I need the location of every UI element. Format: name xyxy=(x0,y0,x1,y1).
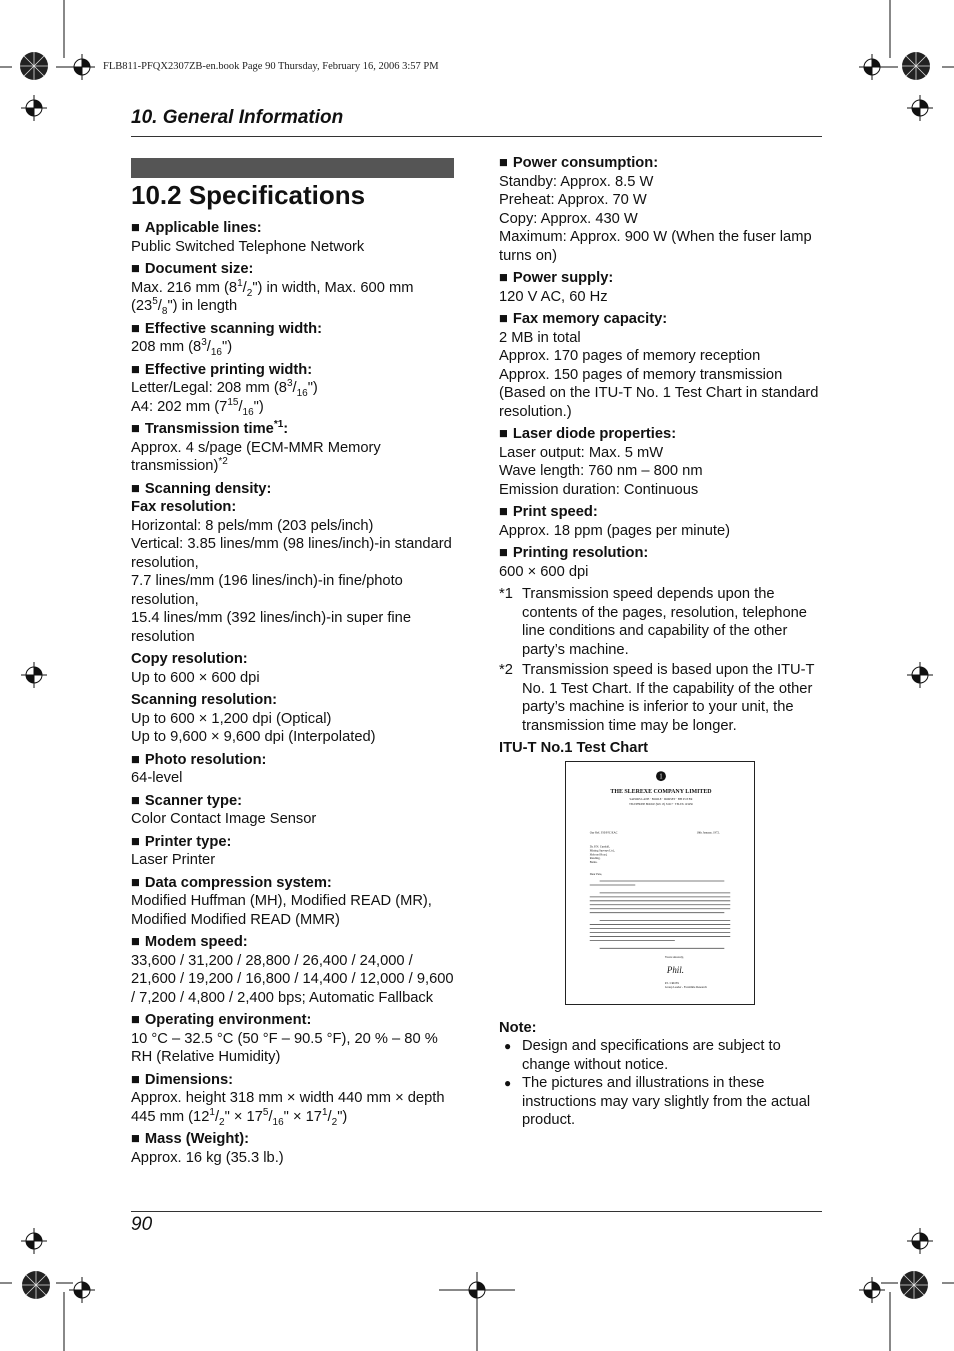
left-column xyxy=(131,219,461,1171)
spec-heading: ■ Effective scanning width: xyxy=(131,320,461,339)
print-slug: FLB811-PFQX2307ZB-en.book Page 90 Thursday, February 16, 2006 3:57 PM xyxy=(103,61,439,72)
spec-dimensions xyxy=(131,1071,461,1127)
spec-value: Maximum: Approx. 900 W (When the fuser lamp turns on) xyxy=(499,229,812,264)
spec-heading: ■ Transmission time$^{*1}$: xyxy=(131,420,461,439)
spec-heading: ■ Power supply: xyxy=(499,269,823,288)
note-text: Design and specifications are subject to change without notice. xyxy=(522,1038,781,1073)
spec-value: 120 V AC, 60 Hz xyxy=(499,288,608,305)
spec-photo-resolution xyxy=(131,751,461,788)
test-chart-company: THE SLEREXE COMPANY LIMITED xyxy=(610,788,712,795)
spec-heading: ■ Effective printing width: xyxy=(131,361,461,380)
spec-value: 2 MB in total xyxy=(499,329,581,346)
spec-value: 7.7 lines/mm (196 lines/inch)-in fine/photo resolution, xyxy=(131,573,403,608)
section-bar xyxy=(131,158,454,178)
spec-heading: ■ Laser diode properties: xyxy=(499,425,823,444)
page-number: 90 xyxy=(131,1214,153,1235)
spec-subheading: Scanning resolution: xyxy=(131,692,278,708)
spec-heading: ■ Data compression system: xyxy=(131,874,461,893)
spec-value: 15.4 lines/mm (392 lines/inch)-in super fine resolution xyxy=(131,610,412,645)
spec-value: Letter/Legal: 208 mm $(8^3/_{16}")$ xyxy=(131,378,318,399)
spec-heading: ■ Photo resolution: xyxy=(131,751,461,770)
spec-operating-environment xyxy=(131,1011,461,1067)
spec-subheading: Fax resolution: xyxy=(131,499,237,515)
spec-fax-memory xyxy=(499,310,823,421)
note-item xyxy=(499,1037,823,1074)
spec-value: Preheat: Approx. 70 W xyxy=(499,192,647,208)
test-chart-number: 1 xyxy=(659,773,663,781)
spec-scanning-density xyxy=(131,480,461,647)
spec-value: 208 mm $(8^3/_{16}")$ xyxy=(131,337,233,358)
spec-heading: ■ Scanning density: xyxy=(131,480,461,499)
spec-heading: ■ Print speed: xyxy=(499,503,823,522)
spec-value: Color Contact Image Sensor xyxy=(131,811,317,827)
spec-modem-speed xyxy=(131,933,461,1007)
spec-subheading: Copy resolution: xyxy=(131,651,248,667)
chapter-heading: 10. General Information xyxy=(131,107,344,128)
spec-effective-printing-width xyxy=(131,361,461,417)
spec-value: Laser Printer xyxy=(131,852,216,868)
footnote-text: Transmission speed is based upon the ITU-T No. 1 Test Chart. If the capability of the other party’s machine is inferior to your unit, the transmission time may be longer. xyxy=(522,662,815,734)
spec-value: Public Switched Telephone Network xyxy=(131,238,365,255)
spec-value: Max. 216 mm $(8^1/_2")$ in width, Max. 600 mm $(23^5/_8")$ in length xyxy=(131,277,414,317)
spec-copy-resolution xyxy=(131,650,461,687)
spec-heading: ■ Fax memory capacity: xyxy=(499,310,823,329)
spec-heading: ■ Applicable lines: xyxy=(131,219,461,238)
spec-heading: ■ Modem speed: xyxy=(131,933,461,952)
test-chart-sender-line: Group Leader - Facsimile Research xyxy=(664,984,707,989)
spec-value: Modified Huffman (MH), Modified READ (MR), Modified Modified READ (MMR) xyxy=(131,893,432,928)
test-chart-recipient-line: Mining Surveys Ltd., xyxy=(589,847,616,852)
footnote xyxy=(499,661,823,735)
spec-heading: ■ Printing resolution: xyxy=(499,544,823,563)
spec-value: Up to 600 × 600 dpi xyxy=(131,669,260,686)
test-chart-date: 18th January, 1972. xyxy=(696,830,720,835)
spec-laser-diode xyxy=(499,425,823,499)
spec-power-supply xyxy=(499,269,823,306)
spec-value: Standby: Approx. 8.5 W xyxy=(499,173,654,190)
footnote-mark: *2 xyxy=(499,662,513,678)
right-column xyxy=(499,154,823,1130)
note-text: The pictures and illustrations in these instructions may vary slightly from the actual product. xyxy=(522,1075,811,1128)
spec-value: Approx. 18 ppm (pages per minute) xyxy=(499,522,731,539)
spec-heading: ■ Printer type: xyxy=(131,833,461,852)
spec-scanner-type xyxy=(131,792,461,829)
spec-mass xyxy=(131,1130,461,1167)
spec-power-consumption xyxy=(499,154,823,265)
test-chart-closing: Yours sincerely, xyxy=(664,954,684,959)
itu-test-chart-image xyxy=(565,761,755,1005)
spec-heading: ■ Mass (Weight): xyxy=(131,1130,461,1149)
footnote xyxy=(499,585,823,659)
footer-rule xyxy=(131,1211,822,1212)
note-heading: Note: xyxy=(499,1019,537,1036)
spec-value: (Based on the ITU-T No. 1 Test Chart in standard resolution.) xyxy=(499,385,819,420)
spec-heading: ■ Document size: xyxy=(131,260,461,279)
spec-data-compression xyxy=(131,874,461,930)
spec-value: Approx. 4 s/page (ECM-MMR Memory transmission)$^{*2}$ xyxy=(131,439,381,474)
spec-value: Up to 9,600 × 9,600 dpi (Interpolated) xyxy=(131,729,376,745)
test-chart-recipient-line: Dr. P.N. Cundall, xyxy=(589,843,610,848)
spec-value: Approx. 170 pages of memory reception xyxy=(499,348,761,364)
spec-value: Copy: Approx. 430 W xyxy=(499,210,638,227)
spec-value: Wave length: 760 nm – 800 nm xyxy=(499,463,703,479)
footnote-text: Transmission speed depends upon the contents of the pages, resolution, telephone line conditions and capability of the other party’s machine. xyxy=(522,586,807,658)
test-chart-recipient-line: Holroyd Road, xyxy=(589,851,608,856)
spec-printer-type xyxy=(131,833,461,870)
spec-value: Vertical: 3.85 lines/mm (98 lines/inch)-in standard resolution, xyxy=(131,536,452,571)
test-chart-telephone: TELEPHONE BOOLE (945 13) 51617 · TELEX 123456 xyxy=(629,802,693,806)
spec-value: Up to 600 × 1,200 dpi (Optical) xyxy=(131,710,332,727)
spec-effective-scanning-width xyxy=(131,320,461,357)
spec-scanning-resolution xyxy=(131,691,461,747)
bullet-icon: ● xyxy=(504,1039,512,1053)
spec-value: 600 × 600 dpi xyxy=(499,563,589,580)
spec-applicable-lines xyxy=(131,219,461,256)
header-rule xyxy=(131,136,822,137)
spec-heading: ■ Scanner type: xyxy=(131,792,461,811)
spec-value: Laser output: Max. 5 mW xyxy=(499,444,664,461)
bullet-icon: ● xyxy=(504,1076,512,1090)
test-chart-body-text xyxy=(590,881,731,948)
spec-heading: ■ Operating environment: xyxy=(131,1011,461,1030)
spec-value: Approx. 16 kg (35.3 lb.) xyxy=(131,1149,284,1166)
spec-value: Approx. height 318 mm × width 440 mm × depth 445 mm ($12^1/_2$" × $17^5/_{16}$" × $17^1/_2$") xyxy=(131,1090,445,1128)
spec-value: Horizontal: 8 pels/mm (203 pels/inch) xyxy=(131,517,374,534)
test-chart-salutation: Dear Pete, xyxy=(589,871,603,876)
spec-value: A4: 202 mm $(7^{15}/_{16}")$ xyxy=(131,396,264,418)
spec-value: 33,600 / 31,200 / 28,800 / 26,400 / 24,000 / 21,600 / 19,200 / 16,800 / 14,400 / 12,000 / 9,600 / 7,200 / 4,800 / 2,400 bps; Automatic Fallback xyxy=(131,952,454,1006)
spec-heading: ■ Dimensions: xyxy=(131,1071,461,1090)
spec-value: 10 °C – 32.5 °C (50 °F – 90.5 °F), 20 % – 80 % RH (Relative Humidity) xyxy=(131,1030,438,1065)
test-chart-sender-line: P.J. CROSS xyxy=(664,980,679,985)
spec-heading: ■ Power consumption: xyxy=(499,154,823,173)
test-chart-recipient-line: Reading, xyxy=(589,855,601,860)
test-chart-signature: Phil. xyxy=(666,964,684,975)
spec-value: Approx. 150 pages of memory transmission xyxy=(499,366,783,383)
spec-value: Emission duration: Continuous xyxy=(499,481,699,498)
chart-caption: ITU-T No.1 Test Chart xyxy=(499,740,649,756)
spec-print-speed xyxy=(499,503,823,540)
section-title: 10.2 Specifications xyxy=(131,180,366,210)
spec-transmission-time xyxy=(131,420,461,476)
test-chart-ref: Our Ref. 350/PJC/EAC xyxy=(589,830,618,835)
spec-document-size xyxy=(131,260,461,316)
spec-value: 64-level xyxy=(131,770,183,786)
footnote-mark: *1 xyxy=(499,586,513,602)
test-chart-address: SAPORS LANE · BOOLE · DORSET · BH 25 8 ER xyxy=(629,796,693,801)
test-chart-recipient-line: Berks. xyxy=(589,859,598,864)
note-item xyxy=(499,1074,823,1130)
spec-printing-resolution xyxy=(499,544,823,581)
